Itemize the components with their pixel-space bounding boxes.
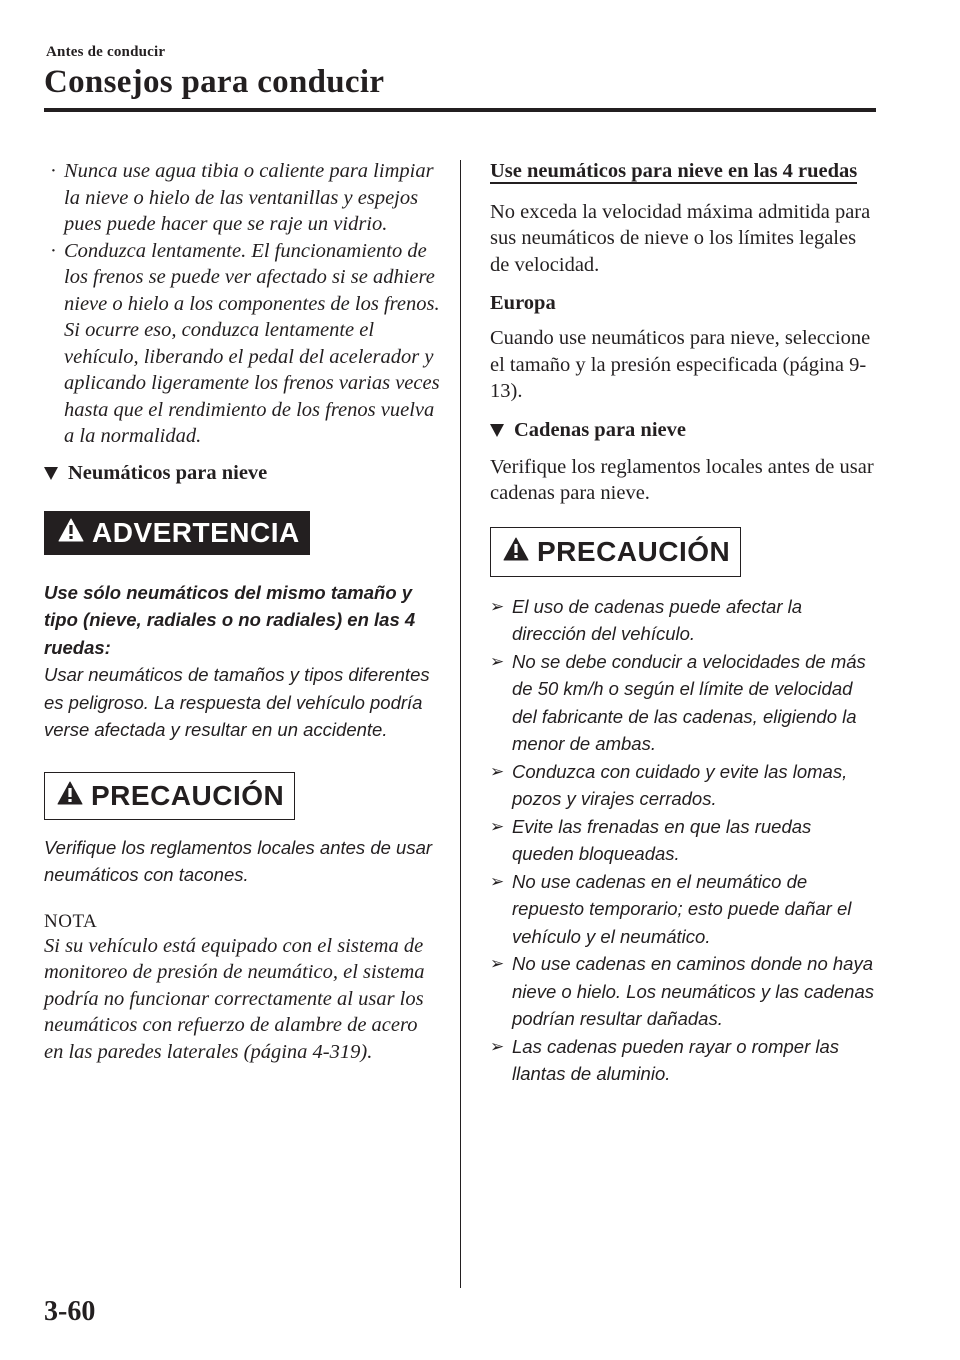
paragraph-speed: No exceda la velocidad máxima admitida para sus neumáticos de nieve o los límites legales de velocidad. (490, 200, 871, 276)
list-item: ➢ No se debe conducir a velocidades de más de 50 km/h o según el límite de velocidad del fabricante de las cadenas, eligiendo la menor de ambas. (490, 648, 876, 758)
warning-icon (57, 780, 83, 812)
paragraph-size-pressure: Cuando use neumáticos para nieve, seleccione el tamaño y la presión especificada (página 9-13). (490, 327, 871, 402)
bullet-dot-icon: · (50, 160, 57, 182)
nota-text: Si su vehículo está equipado con el sistema de monitoreo de presión de neumático, el sistema podría no funcionar correctamente al usar los neumáticos con refuerzo de alambre de acero en las paredes laterales (página 4-319). (44, 934, 425, 1063)
list-item: ➢ Conduzca con cuidado y evite las lomas, pozos y virajes cerrados. (490, 758, 876, 813)
warning-icon (58, 517, 84, 549)
list-item: ➢ Las cadenas pueden rayar o romper las llantas de aluminio. (490, 1033, 876, 1088)
triangle-down-icon (44, 467, 58, 480)
arrow-right-icon: ➢ (490, 1036, 505, 1056)
list-item: ➢ No use cadenas en caminos donde no haya nieve o hielo. Los neumáticos y las cadenas podrían resultar dañadas. (490, 950, 876, 1033)
arrow-right-icon: ➢ (490, 596, 505, 616)
arrow-right-icon: ➢ (490, 816, 505, 836)
arrow-right-icon: ➢ (490, 954, 505, 973)
warning-text: Usar neumáticos de tamaños y tipos diferentes es peligroso. La respuesta del vehículo podría verse afectada y resultar en un accidente. (44, 664, 430, 740)
caution-list (490, 593, 876, 1088)
column-divider (460, 160, 461, 1288)
subheading-snow-tires: Neumáticos para nieve (44, 462, 440, 485)
right-column (490, 158, 876, 1088)
page-title: Consejos para conducir (44, 64, 385, 100)
paragraph-chains: Verifique los reglamentos locales antes de usar cadenas para nieve. (490, 455, 874, 504)
arrow-right-icon: ➢ (490, 651, 505, 671)
header-rule (44, 108, 876, 112)
bullet-list (44, 158, 440, 450)
section-label: Antes de conducir (46, 44, 166, 60)
triangle-down-icon (490, 424, 504, 437)
warning-bold-text: Use sólo neumáticos del mismo tamaño y tipo (nieve, radiales o no radiales) en las 4 ruedas: (44, 581, 416, 658)
list-item: · Nunca use agua tibia o caliente para limpiar la nieve o hielo de las ventanillas y espejos pues puede hacer que se raje un vidrio. (50, 160, 434, 235)
list-item: ➢ El uso de cadenas puede afectar la dirección del vehículo. (490, 593, 876, 648)
caution-badge: PRECAUCIÓN (44, 772, 295, 820)
bullet-dot-icon: · (50, 239, 57, 262)
list-item: · Conduzca lentamente. El funcionamiento de los frenos se puede ver afectado si se adhiere nieve o hielo a los componentes de los frenos. Si ocurre eso, conduzca lentamente el vehículo, liberando el pedal del acelerador y aplicando ligeramente los frenos varias veces hasta que el rendimiento de los frenos vuelva a la normalidad. (50, 239, 440, 447)
list-item: ➢ No use cadenas en el neumático de repuesto temporario; esto puede dañar el vehículo y el neumático. (490, 868, 876, 951)
left-column (44, 158, 440, 1065)
nota-label: NOTA (44, 910, 98, 932)
caution-text: Verifique los reglamentos locales antes de usar neumáticos con tacones. (44, 836, 433, 885)
page-number: 3-60 (44, 1296, 96, 1327)
list-item: ➢ Evite las frenadas en que las ruedas queden bloqueadas. (490, 813, 876, 868)
warning-icon (503, 536, 529, 568)
arrow-right-icon: ➢ (490, 761, 505, 781)
subheading-snow-chains: Cadenas para nieve (490, 419, 876, 442)
caution-badge: PRECAUCIÓN (490, 527, 741, 577)
region-label-europa: Europa (490, 292, 556, 314)
arrow-right-icon: ➢ (490, 871, 505, 891)
heading-snow-tires-4-wheels: Use neumáticos para nieve en las 4 ruedas (490, 160, 858, 182)
warning-badge: ADVERTENCIA (44, 511, 310, 555)
